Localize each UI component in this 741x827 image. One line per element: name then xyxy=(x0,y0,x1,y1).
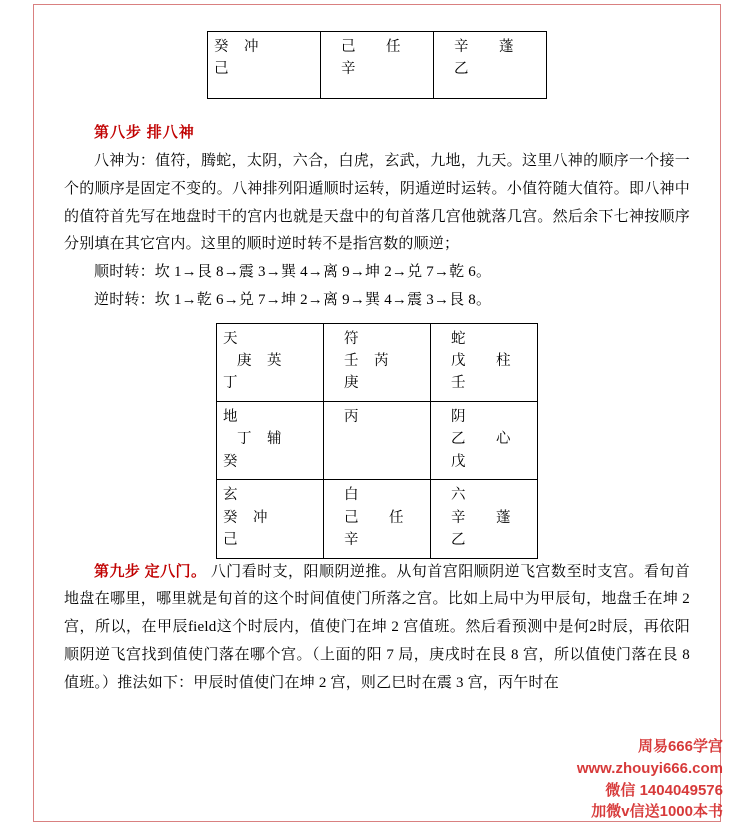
section-9-heading: 第九步 定八门。 xyxy=(94,563,207,580)
chart-cell xyxy=(217,480,324,558)
chart-cell xyxy=(431,401,538,479)
nine-palace-table xyxy=(216,323,538,559)
cell-line: 己 任 xyxy=(344,509,404,526)
section-8-paragraph-3: 逆时转：坎 1→乾 6→兑 7→坤 2→离 9→巽 4→震 3→艮 8。 xyxy=(94,291,492,308)
cell-line: 癸 冲 xyxy=(214,39,259,55)
watermark-line-2: www.zhouyi666.com xyxy=(576,759,723,777)
cell-line: 辛 xyxy=(344,532,359,549)
chart-cell xyxy=(431,323,538,401)
cell-line: 戊 柱 xyxy=(451,352,511,369)
chart-cell xyxy=(324,401,431,479)
cell-line: 乙 xyxy=(451,532,466,549)
cell-line: 丙 xyxy=(344,408,359,425)
cell-line: 己 任 xyxy=(341,39,401,55)
top-chart-table xyxy=(207,31,547,99)
chart-cell xyxy=(434,32,547,99)
cell-line: 庚 英 xyxy=(237,352,282,369)
cell-line: 戊 xyxy=(451,453,466,470)
cell-line: 丁 xyxy=(223,375,238,392)
chart-cell xyxy=(217,323,324,401)
cell-line: 六 xyxy=(451,487,466,504)
table-row xyxy=(208,32,547,99)
table-row xyxy=(217,480,538,558)
cell-line: 乙 xyxy=(454,61,469,78)
cell-line: 癸 冲 xyxy=(223,509,268,526)
cell-line: 庚 xyxy=(344,375,359,392)
section-9-body: 八门看时支，阳顺阴逆推。从旬首宫阳顺阴逆飞宫数至时支宫。看旬首地盘在哪里，哪里就是旬首的这个时间值使门所落之宫。比如上局中为甲辰旬，地盘壬在坤 2 宫，所以，在甲辰field这个时辰内，值使门在坤 2 宫值班。然后看预测中是何2时辰，再依阳顺阴逆飞宫找到值使门落在哪个宫。（上面的阳 7 局，庚戌时在艮 8 宫，所以值使门落在艮 8 值班。）推法如下：甲辰时值使门在坤 2 宫，则乙巳时在震 3 宫，丙午时在 xyxy=(64,563,690,691)
chart-cell xyxy=(324,480,431,558)
cell-line: 己 xyxy=(214,61,229,78)
table-row xyxy=(217,323,538,401)
cell-line: 癸 xyxy=(223,453,238,470)
cell-line: 壬 芮 xyxy=(344,352,389,369)
cell-line: 辛 蓬 xyxy=(454,39,514,55)
cell-line: 壬 xyxy=(451,375,466,392)
table-row xyxy=(217,401,538,479)
chart-cell xyxy=(321,32,434,99)
cell-line: 蛇 xyxy=(451,330,466,347)
chart-cell xyxy=(217,401,324,479)
watermark-line-1: 周易666学宫 xyxy=(637,738,723,755)
chart-cell xyxy=(324,323,431,401)
cell-line: 阴 xyxy=(451,408,466,425)
section-8-paragraph-1: 八神为：值符，腾蛇，太阴，六合，白虎，玄武，九地，九天。这里八神的顺序一个接一个的顺序是固定不变的。八神排列阳遁顺时运转，阴遁逆时运转。小值符随大值符。即八神中的值符首先写在地盘时干的宫内也就是天盘中的旬首落几宫他就落几宫。然后余下七神按顺序分别填在其它宫内。这里的顺时逆时转不是指宫数的顺逆； xyxy=(64,153,690,253)
section-8-heading: 第八步 排八神 xyxy=(94,125,195,141)
cell-line: 玄 xyxy=(223,487,238,504)
chart-cell xyxy=(208,32,321,99)
cell-line: 辛 xyxy=(341,61,356,78)
cell-line: 白 xyxy=(344,487,359,504)
cell-line: 己 xyxy=(223,532,238,549)
cell-line: 地 xyxy=(223,408,238,425)
cell-line: 符 xyxy=(344,330,359,347)
cell-line: 乙 心 xyxy=(451,431,511,448)
section-8-paragraph-2: 顺时转：坎 1→艮 8→震 3→巽 4→离 9→坤 2→兑 7→乾 6。 xyxy=(94,264,492,280)
watermark-line-3: 微信 1404049576 xyxy=(605,781,723,799)
watermark-line-4: 加微v信送1000本书 xyxy=(591,803,723,821)
chart-cell xyxy=(431,480,538,558)
section-9-paragraph xyxy=(64,559,690,698)
document-content xyxy=(34,5,720,821)
cell-line: 天 xyxy=(223,330,238,347)
cell-line: 丁 辅 xyxy=(237,431,282,448)
cell-line: 辛 蓬 xyxy=(451,509,511,526)
